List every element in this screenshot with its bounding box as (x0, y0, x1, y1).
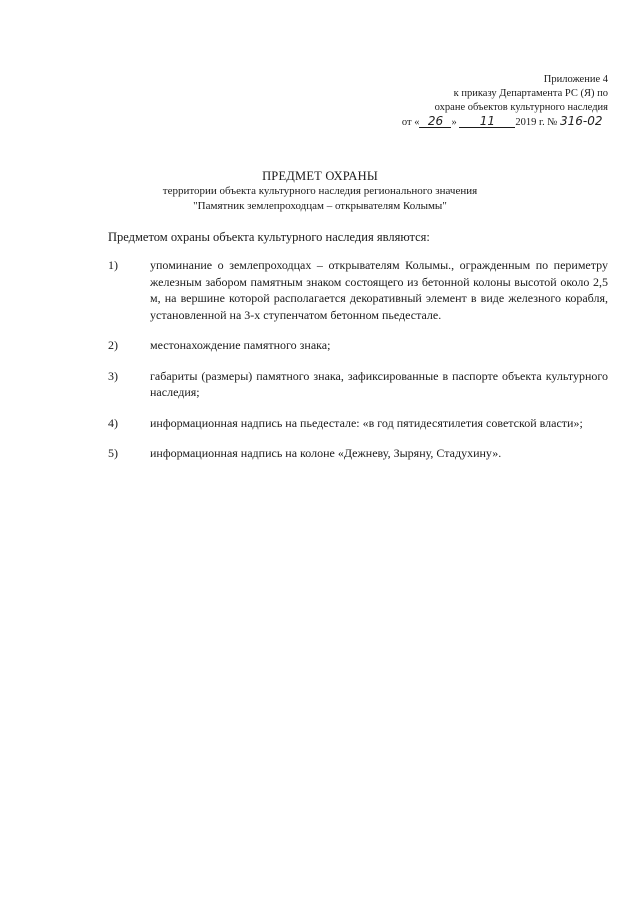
item-text: упоминание о землепроходцах – открывателям Колымы., огражденным по периметру железным забором памятным знаком состоящего из бетонной колоны высотой около 2,5 м, на вершине которой располагается декоративный элемент в виде железного корабля, установленной на 3-х ступенчатом бетонном пьедестале. (150, 258, 608, 322)
list-item (108, 368, 608, 401)
list-item (108, 337, 608, 354)
item-text: местонахождение памятного знака; (150, 338, 331, 352)
order-reference: к приказу Департамента РС (Я) по (453, 88, 608, 99)
intro-paragraph: Предметом охраны объекта культурного наследия являются: (108, 230, 430, 244)
item-number: 3) (108, 368, 118, 383)
approval-block (348, 73, 608, 130)
item-text: габариты (размеры) памятного знака, зафиксированные в паспорте объекта культурного наследия; (150, 368, 608, 399)
appendix-label: Приложение 4 (543, 74, 608, 85)
item-text: информационная надпись на пьедестале: «в год пятидесятилетия советской власти»; (150, 415, 583, 430)
document-title: ПРЕДМЕТ ОХРАНЫ (262, 169, 378, 183)
item-number: 2) (108, 338, 118, 352)
protection-items-list (108, 257, 608, 462)
item-number: 1) (108, 258, 118, 272)
item-number: 4) (108, 415, 118, 430)
year-text: 2019 г. № (515, 117, 558, 128)
date-prefix: от « (401, 117, 420, 128)
list-item (108, 445, 608, 462)
list-item (108, 257, 608, 323)
handwritten-month: 11 (459, 115, 515, 128)
item-number: 5) (108, 446, 118, 460)
title-block (0, 168, 640, 214)
item-text: информационная надпись на колоне «Дежневу, Зыряну, Стадухину». (150, 446, 502, 460)
date-mid: » (451, 117, 457, 128)
handwritten-order-number: 316-02 (560, 114, 603, 128)
monument-name: "Памятник землепроходцам – открывателям Колымы" (193, 200, 447, 212)
handwritten-day: 26 (419, 115, 451, 128)
list-item (108, 415, 608, 432)
document-subtitle: территории объекта культурного наследия регионального значения (162, 185, 478, 197)
order-date-line (348, 115, 608, 130)
department-name: охране объектов культурного наследия (434, 102, 608, 113)
